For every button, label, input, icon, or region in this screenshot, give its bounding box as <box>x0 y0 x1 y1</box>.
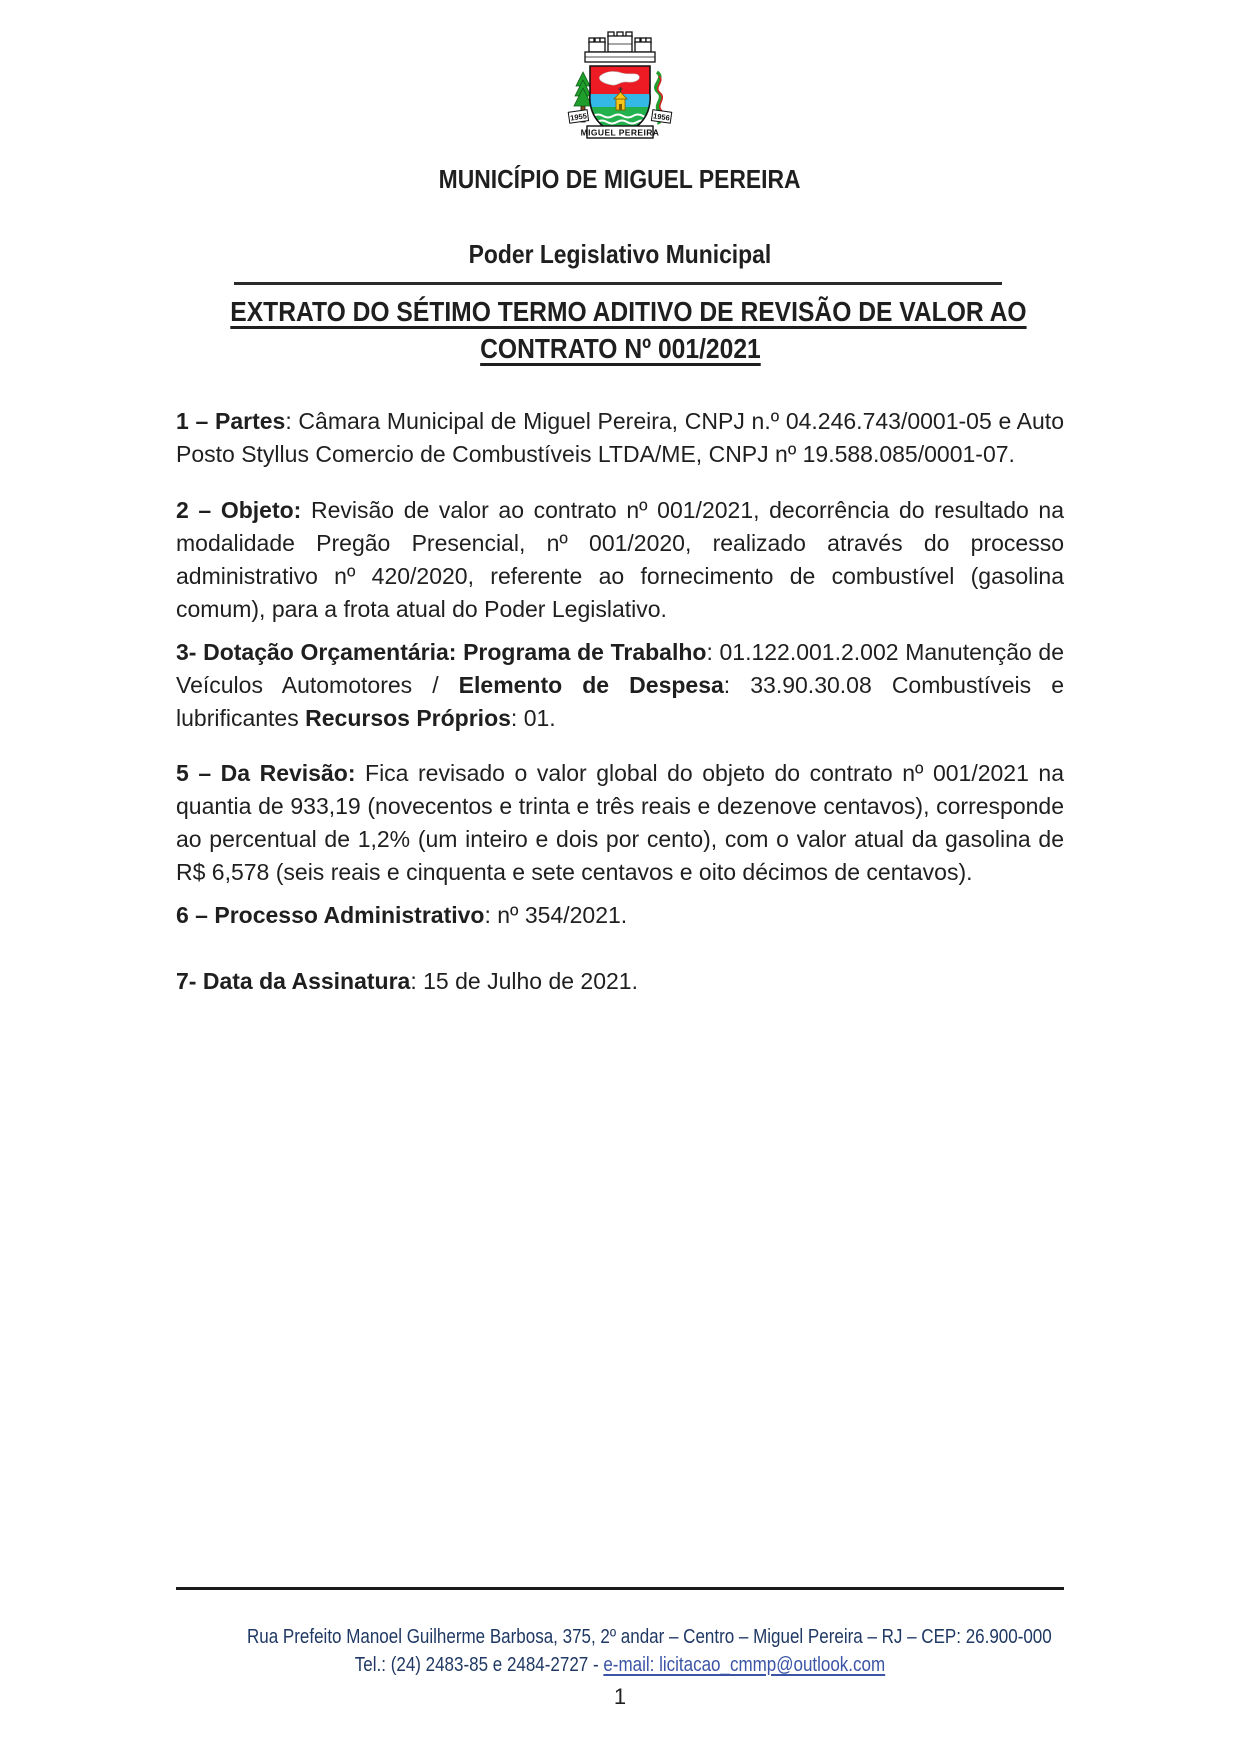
page-number: 1 <box>613 1684 627 1709</box>
footer-address-line <box>176 1623 1064 1651</box>
footer-phone: Tel.: (24) 2483-85 e 2484-2727 - <box>354 1654 604 1676</box>
footer-contact-line <box>176 1651 1064 1679</box>
body-text <box>176 405 1064 998</box>
svg-text:1956: 1956 <box>652 111 671 123</box>
paragraph-objeto: 2 – Objeto: Revisão de valor ao contrato nº 001/2021, decorrência do resultado na modalidade Pregão Presencial, nº 001/2020, realizado através do processo administrativo nº 420/2020, referente ao fornecimento de combustível (gasolina comum), para a frota atual do Poder Legislativo. <box>176 497 1064 622</box>
header-divider <box>234 282 1002 285</box>
svg-text:1955: 1955 <box>569 111 588 123</box>
crest-container <box>176 0 1064 141</box>
legislative-heading-text: Poder Legislativo Municipal <box>468 239 772 269</box>
municipality-heading-text: MUNICÍPIO DE MIGUEL PEREIRA <box>439 164 801 194</box>
document-content <box>176 0 1064 998</box>
footer-email-link[interactable]: e-mail: licitacao_cmmp@outlook.com <box>603 1654 886 1676</box>
year-scroll-right <box>651 110 671 124</box>
footer-divider <box>176 1587 1064 1590</box>
footer-lines <box>176 1623 1064 1679</box>
crest-banner <box>581 126 660 138</box>
paragraph-partes: 1 – Partes: Câmara Municipal de Miguel Pereira, CNPJ n.º 04.246.743/0001-05 e Auto Posto Styllus Comercio de Combustíveis LTDA/ME, CNPJ nº 19.588.085/0001-07. <box>176 408 1064 467</box>
municipality-heading <box>176 163 1064 195</box>
document-title-line2: CONTRATO Nº 001/2021 <box>479 333 761 364</box>
coat-of-arms-icon <box>545 26 695 139</box>
svg-text:MIGUEL PEREIRA: MIGUEL PEREIRA <box>580 127 660 138</box>
paragraph-dotacao: 3- Dotação Orçamentária: Programa de Trabalho: 01.122.001.2.002 Manutenção de Veículos Automotores / Elemento de Despesa: 33.90.30.08 Combustíveis e lubrificantes Recursos Próprios: 01. <box>176 639 1065 731</box>
paragraph-revisao: 5 – Da Revisão: Fica revisado o valor global do objeto do contrato nº 001/2021 na quantia de 933,19 (novecentos e trinta e três reais e dezenove centavos), corresponde ao percentual de 1,2% (um inteiro e dois por cento), com o valor atual da gasolina de R$ 6,578 (seis reais e cinquenta e sete centavos e oito décimos de centavos). <box>176 760 1064 885</box>
document-title <box>176 293 1064 367</box>
legislative-heading <box>176 238 1064 270</box>
mural-crown <box>585 32 655 62</box>
document-title-line1: EXTRATO DO SÉTIMO TERMO ADITIVO DE REVISÃO DE VALOR AO <box>230 296 1027 327</box>
paragraph-assinatura: 7- Data da Assinatura: 15 de Julho de 2021. <box>176 968 638 994</box>
year-scroll-left <box>568 110 588 124</box>
footer-address: Rua Prefeito Manoel Guilherme Barbosa, 375, 2º andar – Centro – Miguel Pereira – RJ – CEP: 26.900-000 <box>247 1626 1052 1648</box>
paragraph-processo: 6 – Processo Administrativo: nº 354/2021. <box>176 902 628 928</box>
page-footer <box>176 1587 1064 1710</box>
